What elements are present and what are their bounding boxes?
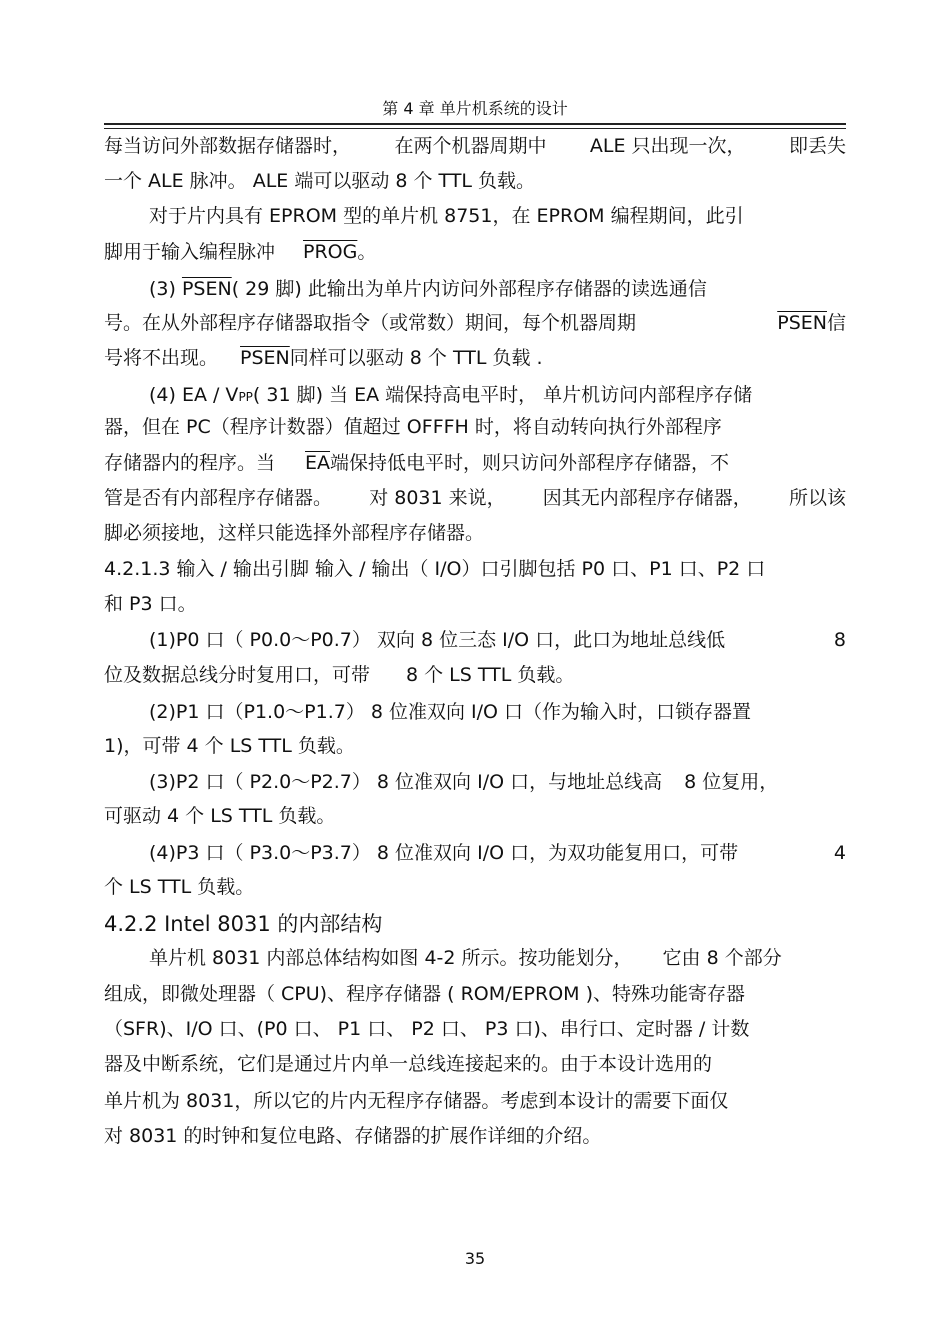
text-line: 脚用于输入编程脉冲 PROG。: [104, 241, 377, 263]
text-line: 器及中断系统，它们是通过片内单一总线连接起来的。由于本设计选用的: [104, 1053, 713, 1075]
psen-signal: PSEN: [181, 278, 232, 300]
text-line: 单片机 8031 内部总体结构如图 4-2 所示。按功能划分， 它由 8 个部分: [149, 947, 782, 969]
text-line: 管是否有内部程序存储器。 对 8031 来说， 因其无内部程序存储器， 所以该: [104, 487, 846, 509]
text-line: 脚必须接地，这样只能选择外部程序存储器。: [104, 522, 485, 544]
psen-signal: PSEN: [240, 347, 290, 369]
text-line: 对 8031 的时钟和复位电路、存储器的扩展作详细的介绍。: [104, 1125, 602, 1147]
section-heading: 4.2.2 Intel 8031 的内部结构: [104, 912, 383, 936]
text-line: 对于片内具有 EPROM 型的单片机 8751，在 EPROM 编程期间，此引: [149, 205, 744, 227]
text-line: 可驱动 4 个 LS TTL 负载。: [104, 805, 336, 827]
text-line: 个 LS TTL 负载。: [104, 876, 255, 898]
text-line: 存储器内的程序。当 $\overline{EA}$端保持低电平时，则只访问外部程序存储器，不: [104, 452, 730, 474]
header-rule-thick: [104, 123, 846, 125]
psen-signal: PSEN: [777, 312, 827, 334]
text-line: 单片机为 8031，所以它的片内无程序存储器。考虑到本设计的需要下面仅: [104, 1090, 729, 1112]
text-line: 号将不出现。 PSEN同样可以驱动 8 个 TTL 负载 .: [104, 347, 543, 369]
prog-signal: PROG: [303, 241, 358, 263]
text-line: 4.2.1.3 输入 / 输出引脚 输入 / 输出（ I/O）口引脚包括 P0 口、P1 口、P2 口: [104, 558, 766, 580]
text-line: 位及数据总线分时复用口，可带 8 个 LS TTL 负载。: [104, 664, 575, 686]
text-line: 号。在从外部程序存储器取指令（或常数）期间，每个机器周期 PSEN信: [104, 312, 846, 334]
chapter-header: 第 4 章 单片机系统的设计: [382, 99, 568, 118]
ea-signal: $\overline{EA}$: [305, 452, 331, 474]
text-line: 组成，即微处理器（ CPU)、程序存储器 ( ROM/EPROM )、特殊功能寄存器: [104, 983, 745, 1005]
text-line: （SFR)、I/O 口、(P0 口、 P1 口、 P2 口、 P3 口)、串行口、定时器 / 计数: [104, 1018, 750, 1040]
text-line: (3)P2 口（ P2.0～P2.7） 8 位准双向 I/O 口，与地址总线高 8 位复用，: [149, 771, 779, 793]
text-line: (3) PSEN( 29 脚) 此输出为单片内访问外部程序存储器的读选通信: [149, 278, 707, 300]
text-line: (4)P3 口（ P3.0～P3.7） 8 位准双向 I/O 口，为双功能复用口，可带 4: [149, 842, 846, 864]
text-line: (1)P0 口（ P0.0～P0.7） 双向 8 位三态 I/O 口，此口为地址总线低 8: [149, 629, 846, 651]
text-line: 1)，可带 4 个 LS TTL 负载。: [104, 735, 355, 757]
text-line: 一个 ALE 脉冲。 ALE 端可以驱动 8 个 TTL 负载。: [104, 170, 536, 192]
text-line: 每当访问外部数据存储器时， 在两个机器周期中 ALE 只出现一次， 即丢失: [104, 135, 846, 157]
text-line: (2)P1 口（P1.0～P1.7） 8 位准双向 I/O 口（作为输入时，口锁存器置: [149, 701, 752, 723]
text-line: 器，但在 PC（程序计数器）值超过 OFFFH 时，将自动转向执行外部程序: [104, 416, 722, 438]
text-line: 和 P3 口。: [104, 593, 197, 615]
header-rule-thin: [104, 128, 846, 129]
page-number: 35: [464, 1249, 486, 1268]
text-line: (4) EA / VPP( 31 脚) 当 EA 端保持高电平时， 单片机访问内部程序存储: [149, 384, 753, 406]
